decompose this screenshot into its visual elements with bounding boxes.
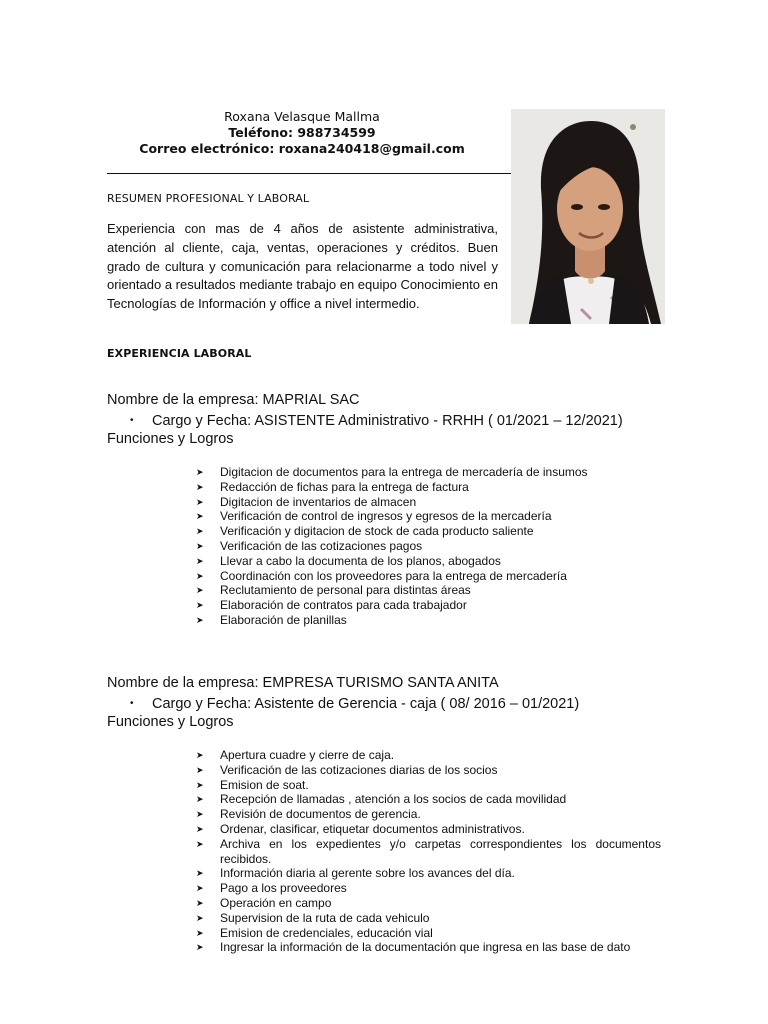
arrow-bullet-icon: ➤ xyxy=(196,764,204,775)
arrow-bullet-icon: ➤ xyxy=(196,927,204,938)
arrow-bullet-icon: ➤ xyxy=(196,912,204,923)
arrow-bullet-icon: ➤ xyxy=(196,779,204,790)
arrow-bullet-icon: ➤ xyxy=(196,942,204,953)
arrow-bullet-icon: ➤ xyxy=(196,794,204,805)
arrow-bullet-icon: ➤ xyxy=(196,467,204,477)
task-item xyxy=(196,837,661,867)
task-text: Pago a los proveedores xyxy=(220,881,347,896)
functions-label: Funciones y Logros xyxy=(107,431,234,447)
task-text: Información diaria al gerente sobre los avances del día. xyxy=(220,866,515,881)
task-item xyxy=(196,569,661,584)
task-text: Llevar a cabo la documenta de los planos, abogados xyxy=(220,553,501,568)
arrow-bullet-icon: ➤ xyxy=(196,838,204,849)
task-item xyxy=(196,524,661,539)
task-text: Verificación de control de ingresos y egresos de la mercadería xyxy=(220,509,552,524)
arrow-bullet-icon: ➤ xyxy=(196,555,204,566)
job-company: Nombre de la empresa: EMPRESA TURISMO SANTA ANITA xyxy=(107,675,499,691)
task-list xyxy=(196,748,661,955)
task-item xyxy=(196,896,661,911)
arrow-bullet-icon: ➤ xyxy=(196,614,204,625)
arrow-bullet-icon: ➤ xyxy=(196,868,204,879)
task-item xyxy=(196,926,661,941)
full-name: Roxana Velasque Mallma xyxy=(224,109,380,124)
arrow-bullet-icon: ➤ xyxy=(196,883,204,894)
phone-line: Teléfono: 988734599 xyxy=(228,125,376,140)
job-position-text: Cargo y Fecha: ASISTENTE Administrativo - RRHH ( 01/2021 – 12/2021) xyxy=(152,413,623,429)
arrow-bullet-icon: ➤ xyxy=(196,823,204,834)
task-text: Recepción de llamadas , atención a los socios de cada movilidad xyxy=(220,792,567,807)
arrow-bullet-icon: ➤ xyxy=(196,585,204,596)
task-text: Digitacion de documentos para la entrega de mercadería de insumos xyxy=(220,465,588,479)
task-text: Elaboración de contratos para cada trabajador xyxy=(220,598,467,613)
contact-header xyxy=(107,109,497,157)
summary-title: RESUMEN PROFESIONAL Y LABORAL xyxy=(107,192,310,205)
arrow-bullet-icon: ➤ xyxy=(196,526,204,537)
arrow-bullet-icon: ➤ xyxy=(196,496,204,507)
arrow-bullet-icon: ➤ xyxy=(196,481,204,492)
task-item xyxy=(196,881,661,896)
arrow-bullet-icon: ➤ xyxy=(196,511,204,522)
arrow-bullet-icon: ➤ xyxy=(196,809,204,820)
task-text: Emision de soat. xyxy=(220,777,309,792)
arrow-bullet-icon: ➤ xyxy=(196,600,204,611)
task-text: Elaboración de planillas xyxy=(220,612,347,627)
task-item xyxy=(196,822,661,837)
task-item xyxy=(196,911,661,926)
task-item xyxy=(196,748,661,763)
task-text: Emision de credenciales, educación vial xyxy=(220,925,433,940)
portrait-illustration xyxy=(511,109,665,324)
task-text: Archiva en los expedientes y/o carpetas correspondientes los documentos recibidos. xyxy=(220,836,661,866)
task-item xyxy=(196,583,661,598)
summary-text: Experiencia con mas de 4 años de asistente administrativa, atención al cliente, caja, ventas, operaciones y créditos. Buen grado de cultura y comunicación para relacionarme a todo nivel y orientado a resultados mediante trabajo en equipo Conocimiento en Tecnologías de Información y office a nivel intermedio. xyxy=(107,221,498,312)
header-divider xyxy=(107,173,511,174)
task-text: Revisión de documentos de gerencia. xyxy=(220,807,421,822)
task-item xyxy=(196,807,661,822)
task-text: Reclutamiento de personal para distintas áreas xyxy=(220,583,471,598)
task-item xyxy=(196,778,661,793)
job-company: Nombre de la empresa: MAPRIAL SAC xyxy=(107,392,360,408)
task-item xyxy=(196,792,661,807)
functions-label: Funciones y Logros xyxy=(107,714,234,730)
job-position xyxy=(130,694,579,714)
job-position xyxy=(130,411,623,431)
task-item xyxy=(196,509,661,524)
task-list xyxy=(196,465,661,628)
task-text: Apertura cuadre y cierre de caja. xyxy=(220,748,395,762)
task-item xyxy=(196,598,661,613)
task-text: Operación en campo xyxy=(220,895,332,910)
task-item xyxy=(196,763,661,778)
email-line: Correo electrónico: roxana240418@gmail.com xyxy=(139,141,465,156)
task-item xyxy=(196,495,661,510)
task-text: Ingresar la información de la documentación que ingresa en las base de dato xyxy=(220,940,631,955)
task-text: Verificación y digitacion de stock de cada producto saliente xyxy=(220,524,534,539)
profile-photo xyxy=(511,109,665,324)
task-item xyxy=(196,940,661,955)
task-item xyxy=(196,866,661,881)
task-item xyxy=(196,613,661,628)
bullet-icon: • xyxy=(130,415,134,426)
task-item xyxy=(196,480,661,495)
arrow-bullet-icon: ➤ xyxy=(196,750,204,760)
bullet-icon: • xyxy=(130,698,134,709)
task-text: Ordenar, clasificar, etiquetar documentos administrativos. xyxy=(220,821,525,836)
experience-title: EXPERIENCIA LABORAL xyxy=(107,347,252,360)
arrow-bullet-icon: ➤ xyxy=(196,897,204,908)
task-text: Coordinación con los proveedores para la entrega de mercadería xyxy=(220,568,567,583)
task-item xyxy=(196,539,661,554)
task-text: Supervision de la ruta de cada vehiculo xyxy=(220,910,430,925)
task-text: Verificación de las cotizaciones diarias de los socios xyxy=(220,762,498,777)
task-item xyxy=(196,554,661,569)
task-item xyxy=(196,465,661,480)
job-position-text: Cargo y Fecha: Asistente de Gerencia - caja ( 08/ 2016 – 01/2021) xyxy=(152,696,580,712)
arrow-bullet-icon: ➤ xyxy=(196,570,204,581)
arrow-bullet-icon: ➤ xyxy=(196,540,204,551)
task-text: Verificación de las cotizaciones pagos xyxy=(220,538,423,553)
task-text: Digitacion de inventarios de almacen xyxy=(220,494,417,509)
task-text: Redacción de fichas para la entrega de factura xyxy=(220,479,469,494)
